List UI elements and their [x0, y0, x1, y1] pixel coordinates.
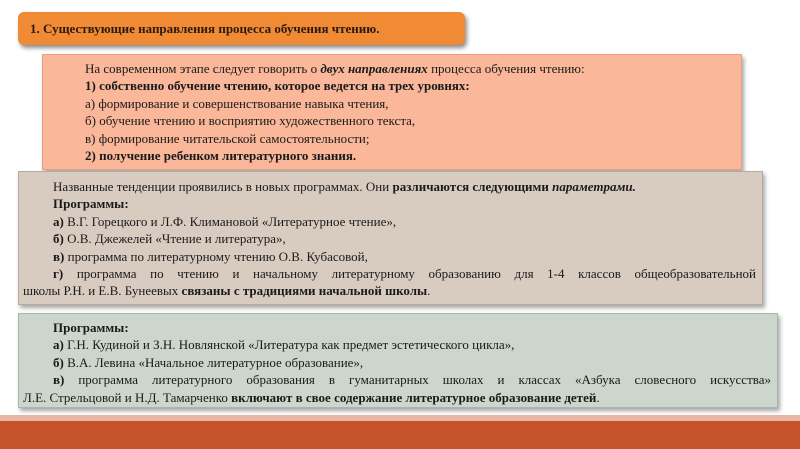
box3-line-3 — [23, 354, 771, 371]
box3-line-3-marker: б) — [53, 354, 64, 370]
box1-line-2: 1) собственно обучение чтению, которое ведется на трех уровнях: — [85, 78, 470, 94]
box1-line-1-c: процесса обучения чтению: — [427, 61, 585, 76]
bottom-decor-band — [0, 421, 800, 449]
box3-line-5-c: . — [596, 389, 600, 405]
box3-line-4-marker: в) — [53, 372, 65, 388]
box1-line-1 — [55, 60, 733, 77]
box2-line-6-text: программа по чтению и начальному литературному образованию для 1-4 классов общеобразовательной — [63, 266, 756, 282]
box2-line-7-b: связаны с традициями начальной школы — [181, 283, 428, 299]
box3-line-2 — [23, 336, 771, 353]
programs-traditional-box — [18, 171, 763, 305]
slide-title — [18, 12, 465, 45]
box2-line-4-marker: б) — [53, 231, 64, 247]
box1-line-4: б) обучение чтению и восприятию художественного текста, — [85, 113, 416, 129]
box2-line-1-b: различаются следующими — [392, 179, 553, 194]
box3-line-4-text: программа литературного образования в гуманитарных школах и классах «Азбука словесного искусства» — [64, 372, 771, 388]
box2-line-6 — [23, 265, 756, 282]
box1-line-1-b: двух направлениях — [320, 61, 428, 76]
box3-line-1: Программы: — [53, 320, 129, 335]
box3-line-5-b: включают в свое содержание литературное образование детей — [231, 389, 597, 405]
box2-line-6-marker: г) — [53, 266, 64, 282]
box3-line-5-a: Л.Е. Стрельцовой и Н.Д. Тамарченко — [23, 389, 232, 405]
box3-line-2-marker: а) — [53, 337, 64, 353]
box3-line-3-text: В.А. Левина «Начальное литературное образование», — [63, 354, 364, 370]
box2-line-2: Программы: — [53, 196, 129, 212]
box2-line-7-a: школы Р.Н. и Е.В. Бунеевых — [23, 283, 182, 299]
box2-line-3-text: В.Г. Горецкого и Л.Ф. Климановой «Литературное чтение», — [63, 213, 397, 229]
slide-title-text: 1. Существующие направления процесса обучения чтению. — [30, 21, 380, 36]
box2-line-1-c: параметрами. — [552, 179, 636, 194]
box2-line-5-marker: в) — [53, 248, 65, 264]
box2-line-4 — [23, 230, 756, 247]
reading-directions-box — [42, 54, 742, 170]
box2-line-1 — [23, 178, 756, 195]
box2-line-3 — [23, 213, 756, 230]
box3-line-2-text: Г.Н. Кудиной и З.Н. Новлянской «Литература как предмет эстетического цикла», — [63, 337, 515, 353]
programs-aesthetic-box — [18, 313, 778, 408]
box2-line-3-marker: а) — [53, 213, 64, 229]
box2-line-4-text: О.В. Джежелей «Чтение и литература», — [63, 231, 286, 247]
box3-line-5 — [23, 389, 771, 406]
box1-line-5: в) формирование читательской самостоятельности; — [85, 130, 370, 146]
box1-line-3: а) формирование и совершенствование навыка чтения, — [85, 95, 389, 111]
box2-line-5 — [23, 248, 756, 265]
box3-line-4 — [23, 371, 771, 388]
box1-line-6: 2) получение ребенком литературного знания. — [85, 148, 357, 164]
box2-line-7-c: . — [427, 283, 431, 299]
box2-line-5-text: программа по литературному чтению О.В. Кубасовой, — [64, 248, 368, 264]
box2-line-1-a: Названные тенденции проявились в новых программах. Они — [53, 179, 393, 194]
box2-line-7 — [23, 282, 756, 299]
box1-line-1-a: На современном этапе следует говорить о — [85, 61, 321, 76]
